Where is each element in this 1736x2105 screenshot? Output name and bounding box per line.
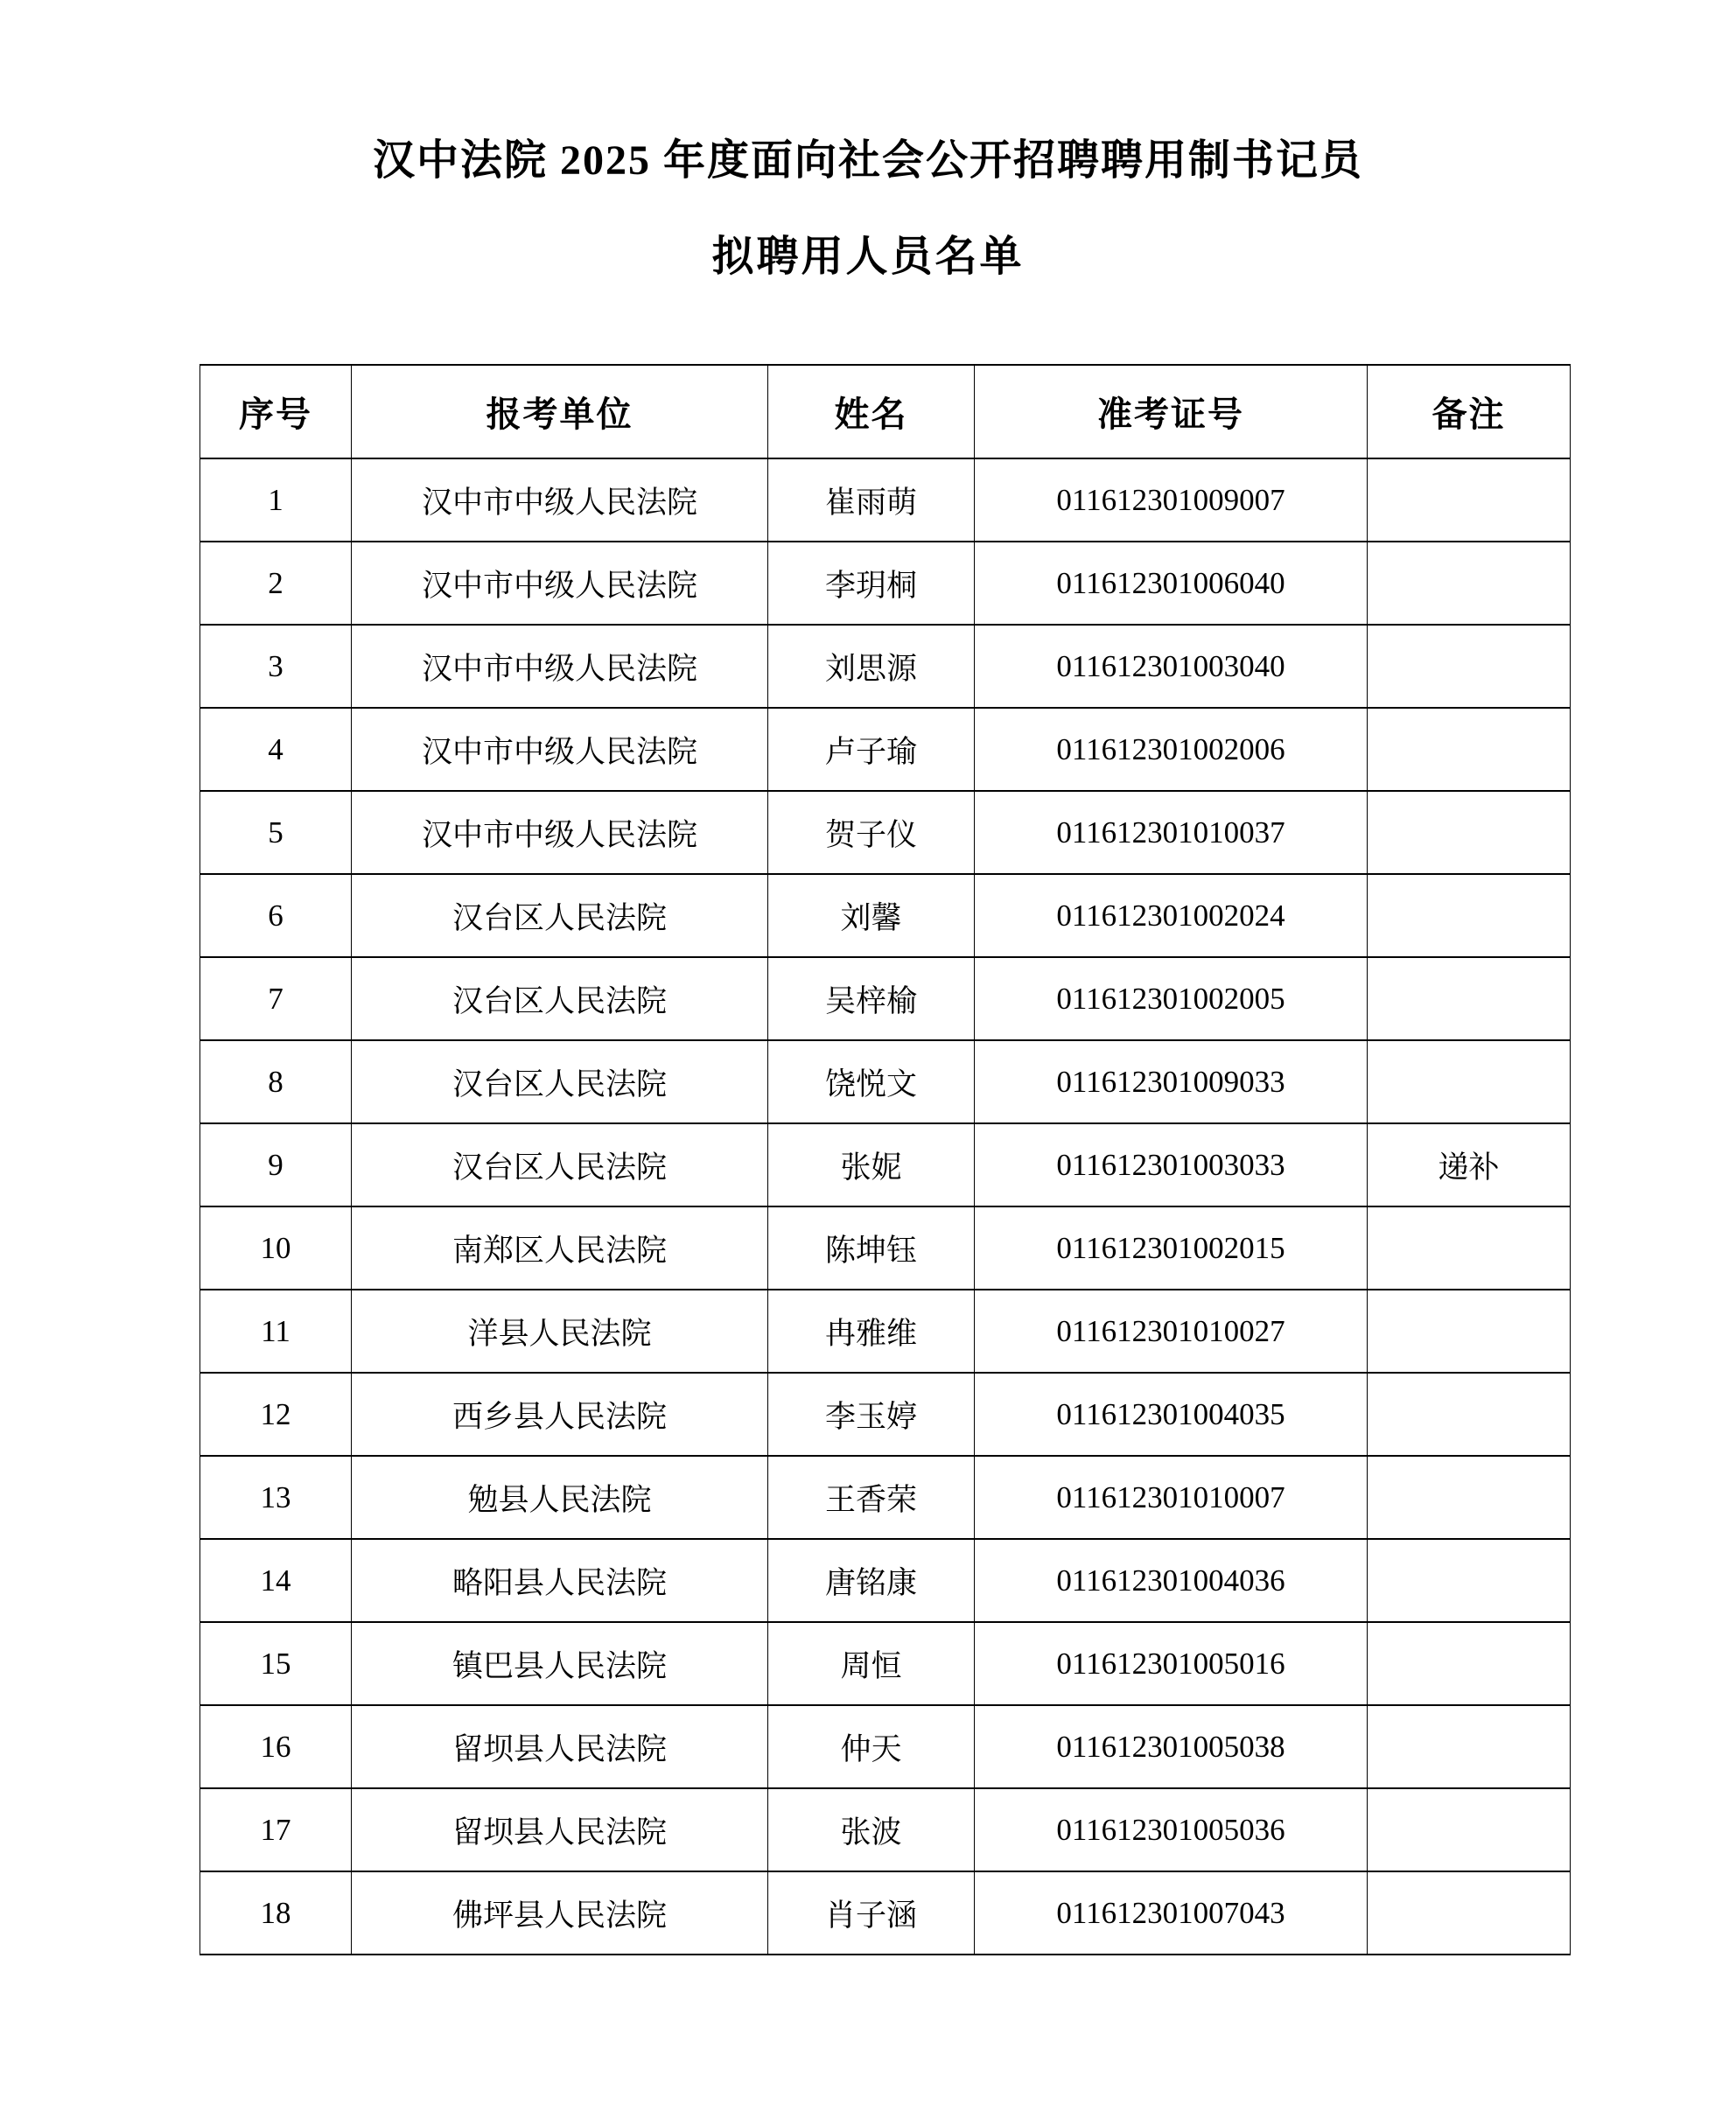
cell-ticket: 011612301009007 (975, 458, 1368, 542)
cell-ticket: 011612301009033 (975, 1040, 1368, 1123)
cell-no: 18 (200, 1871, 352, 1955)
cell-name: 李玉婷 (768, 1373, 975, 1456)
cell-ticket: 011612301003033 (975, 1123, 1368, 1206)
cell-no: 7 (200, 957, 352, 1040)
cell-unit: 勉县人民法院 (352, 1456, 768, 1539)
cell-unit: 汉中市中级人民法院 (352, 708, 768, 791)
column-header-no: 序号 (200, 365, 352, 458)
cell-no: 15 (200, 1622, 352, 1705)
cell-no: 2 (200, 542, 352, 625)
cell-ticket: 011612301002005 (975, 957, 1368, 1040)
cell-remark (1368, 1290, 1571, 1373)
cell-ticket: 011612301010007 (975, 1456, 1368, 1539)
cell-unit: 汉中市中级人民法院 (352, 542, 768, 625)
cell-ticket: 011612301005036 (975, 1788, 1368, 1871)
cell-ticket: 011612301006040 (975, 542, 1368, 625)
cell-name: 肖子涵 (768, 1871, 975, 1955)
cell-name: 吴梓榆 (768, 957, 975, 1040)
cell-remark (1368, 1456, 1571, 1539)
cell-no: 3 (200, 625, 352, 708)
cell-unit: 汉台区人民法院 (352, 1040, 768, 1123)
cell-unit: 镇巴县人民法院 (352, 1622, 768, 1705)
cell-no: 5 (200, 791, 352, 874)
cell-remark (1368, 542, 1571, 625)
cell-unit: 南郑区人民法院 (352, 1206, 768, 1290)
table-row (200, 1373, 1571, 1456)
cell-name: 刘思源 (768, 625, 975, 708)
cell-remark (1368, 1373, 1571, 1456)
cell-remark (1368, 1705, 1571, 1788)
column-header-ticket: 准考证号 (975, 365, 1368, 458)
cell-ticket: 011612301005016 (975, 1622, 1368, 1705)
cell-unit: 留坝县人民法院 (352, 1788, 768, 1871)
cell-name: 仲天 (768, 1705, 975, 1788)
cell-name: 周恒 (768, 1622, 975, 1705)
cell-unit: 汉中市中级人民法院 (352, 791, 768, 874)
hire-list-table (200, 364, 1571, 1955)
cell-remark (1368, 1622, 1571, 1705)
cell-remark (1368, 1871, 1571, 1955)
cell-remark: 递补 (1368, 1123, 1571, 1206)
cell-unit: 西乡县人民法院 (352, 1373, 768, 1456)
table-body (200, 458, 1571, 1955)
cell-unit: 汉台区人民法院 (352, 874, 768, 957)
cell-unit: 留坝县人民法院 (352, 1705, 768, 1788)
cell-remark (1368, 874, 1571, 957)
cell-ticket: 011612301002024 (975, 874, 1368, 957)
cell-no: 16 (200, 1705, 352, 1788)
cell-remark (1368, 458, 1571, 542)
cell-name: 刘馨 (768, 874, 975, 957)
table-row (200, 1123, 1571, 1206)
column-header-name: 姓名 (768, 365, 975, 458)
table-row (200, 1539, 1571, 1622)
table-row (200, 708, 1571, 791)
cell-unit: 汉中市中级人民法院 (352, 458, 768, 542)
cell-ticket: 011612301010027 (975, 1290, 1368, 1373)
cell-ticket: 011612301010037 (975, 791, 1368, 874)
cell-name: 卢子瑜 (768, 708, 975, 791)
cell-no: 1 (200, 458, 352, 542)
cell-no: 14 (200, 1539, 352, 1622)
cell-unit: 略阳县人民法院 (352, 1539, 768, 1622)
cell-unit: 汉台区人民法院 (352, 957, 768, 1040)
cell-name: 李玥桐 (768, 542, 975, 625)
table-row (200, 791, 1571, 874)
cell-no: 17 (200, 1788, 352, 1871)
cell-remark (1368, 1539, 1571, 1622)
document-title-line-2: 拟聘用人员名单 (711, 234, 1025, 280)
cell-name: 张波 (768, 1788, 975, 1871)
document-title-line-1: 汉中法院 2025 年度面向社会公开招聘聘用制书记员 (372, 137, 1363, 184)
cell-ticket: 011612301002006 (975, 708, 1368, 791)
cell-ticket: 011612301004036 (975, 1539, 1368, 1622)
table-row (200, 542, 1571, 625)
cell-remark (1368, 957, 1571, 1040)
cell-name: 冉雅维 (768, 1290, 975, 1373)
table-row (200, 874, 1571, 957)
header-row (200, 365, 1571, 458)
cell-unit: 洋县人民法院 (352, 1290, 768, 1373)
cell-remark (1368, 1788, 1571, 1871)
table-row (200, 1871, 1571, 1955)
cell-unit: 佛坪县人民法院 (352, 1871, 768, 1955)
table-row (200, 1456, 1571, 1539)
cell-name: 王香荣 (768, 1456, 975, 1539)
table-row (200, 625, 1571, 708)
cell-name: 张妮 (768, 1123, 975, 1206)
cell-ticket: 011612301003040 (975, 625, 1368, 708)
table-row (200, 458, 1571, 542)
table-row (200, 1705, 1571, 1788)
cell-unit: 汉中市中级人民法院 (352, 625, 768, 708)
cell-name: 崔雨萌 (768, 458, 975, 542)
cell-ticket: 011612301005038 (975, 1705, 1368, 1788)
cell-no: 9 (200, 1123, 352, 1206)
column-header-remark: 备注 (1368, 365, 1571, 458)
table-row (200, 1788, 1571, 1871)
cell-no: 11 (200, 1290, 352, 1373)
cell-remark (1368, 625, 1571, 708)
column-header-unit: 报考单位 (352, 365, 768, 458)
cell-remark (1368, 708, 1571, 791)
cell-ticket: 011612301004035 (975, 1373, 1368, 1456)
cell-ticket: 011612301002015 (975, 1206, 1368, 1290)
cell-no: 13 (200, 1456, 352, 1539)
cell-ticket: 011612301007043 (975, 1871, 1368, 1955)
table-row (200, 1040, 1571, 1123)
table-row (200, 1622, 1571, 1705)
table-row (200, 1206, 1571, 1290)
cell-remark (1368, 1040, 1571, 1123)
table-row (200, 1290, 1571, 1373)
cell-remark (1368, 1206, 1571, 1290)
table-row (200, 957, 1571, 1040)
cell-remark (1368, 791, 1571, 874)
cell-no: 6 (200, 874, 352, 957)
cell-no: 12 (200, 1373, 352, 1456)
cell-no: 10 (200, 1206, 352, 1290)
cell-unit: 汉台区人民法院 (352, 1123, 768, 1206)
cell-name: 贺子仪 (768, 791, 975, 874)
cell-name: 陈坤钰 (768, 1206, 975, 1290)
cell-no: 4 (200, 708, 352, 791)
cell-no: 8 (200, 1040, 352, 1123)
cell-name: 唐铭康 (768, 1539, 975, 1622)
cell-name: 饶悦文 (768, 1040, 975, 1123)
